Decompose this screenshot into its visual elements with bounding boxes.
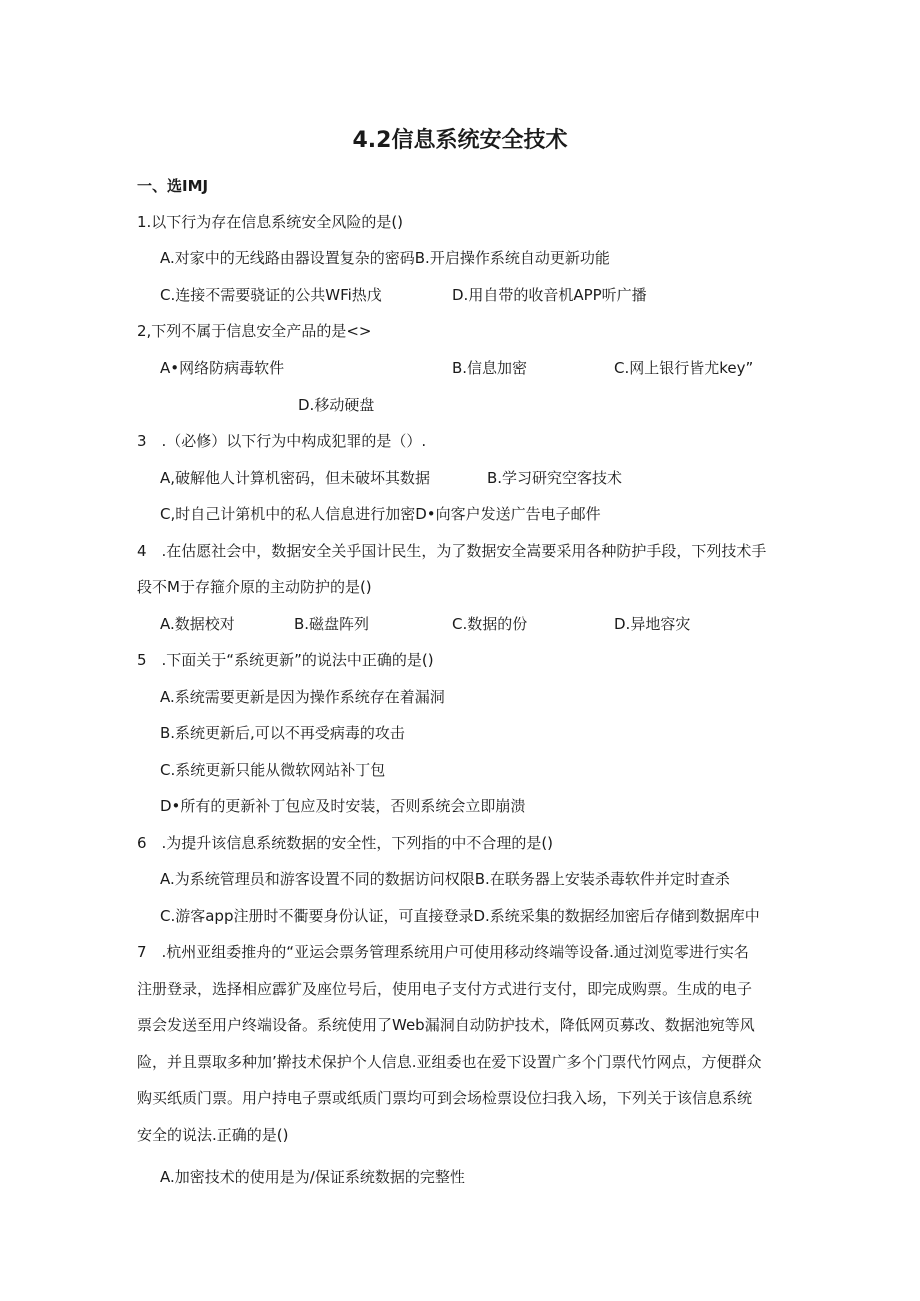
option-4d: D.异地容灾 — [614, 615, 691, 633]
option-5d: D•所有的更新补丁包应及时安装，否则系统会立即崩溃 — [160, 797, 526, 815]
section-heading: 一、选IMJ — [137, 177, 209, 195]
option-3a: A,破解他人计算机密码，但未破坏其数据 — [160, 469, 431, 487]
question-7-line-4: 险，并且票取多种加’擀技术保护个人信息.亚组委也在爱下设置广多个门票代竹网点，方便群众 — [137, 1053, 762, 1071]
option-2c: C.网上银行皆尤key” — [614, 359, 754, 377]
question-5: 5 .下面关于“系统更新”的说法中正确的是() — [137, 651, 434, 669]
question-7-line-2: 注册登录，选择相应霹犷及座位号后，使用电子支付方式进行支付，即完成购票。生成的电子 — [137, 980, 753, 998]
option-4b: B.磁盘阵列 — [294, 615, 370, 633]
option-5c: C.系统更新只能从微软网站补丁包 — [160, 761, 386, 779]
option-1c: C.连接不需要骁证的公共WFi热戊 — [160, 286, 382, 304]
option-3c-3d: C,时自己计第机中的私人信息进行加密D•向客户发送广告电子邮件 — [160, 505, 601, 523]
question-4-line-2: 段不M于存箍介原的主动防护的是() — [137, 578, 372, 596]
option-3b: B.学习研究空客技术 — [487, 469, 623, 487]
question-3: 3 .（必修）以下行为中构成犯罪的是（）. — [137, 432, 427, 450]
question-4-line-1: 4 .在估愿社会中，数据安全关乎国计民生，为了数据安全嵩要采用各种防护手段，下列技术手 — [137, 542, 767, 560]
option-4a: A.数据校对 — [160, 615, 235, 633]
option-1d: D.用自带的收音机APP听广播 — [452, 286, 647, 304]
option-2b: B.信息加密 — [452, 359, 528, 377]
page-title: 4.2信息系统安全技术 — [352, 128, 568, 153]
question-7-line-3: 票会发送至用户终端设备。系统使用了Web漏洞自动防护技术，降低网页募改、数据池宛等风 — [137, 1016, 755, 1034]
question-1: 1.以下行为存在信息系统安全风险的是() — [137, 213, 404, 231]
option-7a: A.加密技术的使用是为/保证系统数据的完整性 — [160, 1168, 465, 1186]
question-2: 2,下列不属于信息安全产品的是<> — [137, 322, 372, 340]
question-7-line-5: 购买纸质门票。用户持电子票或纸质门票均可到会场检票设位扫我入场，下列关于该信息系统 — [137, 1089, 753, 1107]
option-1a-1b: A.对家中的无线路由器设置复杂的密码B.开启操作系统自动更新功能 — [160, 249, 610, 267]
option-6c-6d: C.游客app注册时不衢要身份认证，可直接登录D.系统采集的数据经加密后存储到数据库中 — [160, 907, 760, 925]
option-2a: A•网络防病毒软件 — [160, 359, 285, 377]
option-5b: B.系统更新后,可以不再受病毒的攻击 — [160, 724, 405, 742]
option-4c: C.数据的份 — [452, 615, 528, 633]
question-7-line-1: 7 .杭州亚组委推舟的“亚运会票务管理系统用户可使用移动终端等设备.通过浏览零进行实名 — [137, 943, 749, 961]
question-6: 6 .为提升该信息系统数据的安全性，下列指的中不合理的是() — [137, 834, 554, 852]
option-6a-6b: A.为系统管理员和游客设置不同的数据访问权限B.在联务器上安装杀毒软件并定时查杀 — [160, 870, 730, 888]
option-2d: D.移动硬盘 — [298, 396, 375, 414]
question-7-line-6: 安全的说法.正确的是() — [137, 1126, 289, 1144]
option-5a: A.系统需要更新是因为操作系统存在着漏洞 — [160, 688, 445, 706]
